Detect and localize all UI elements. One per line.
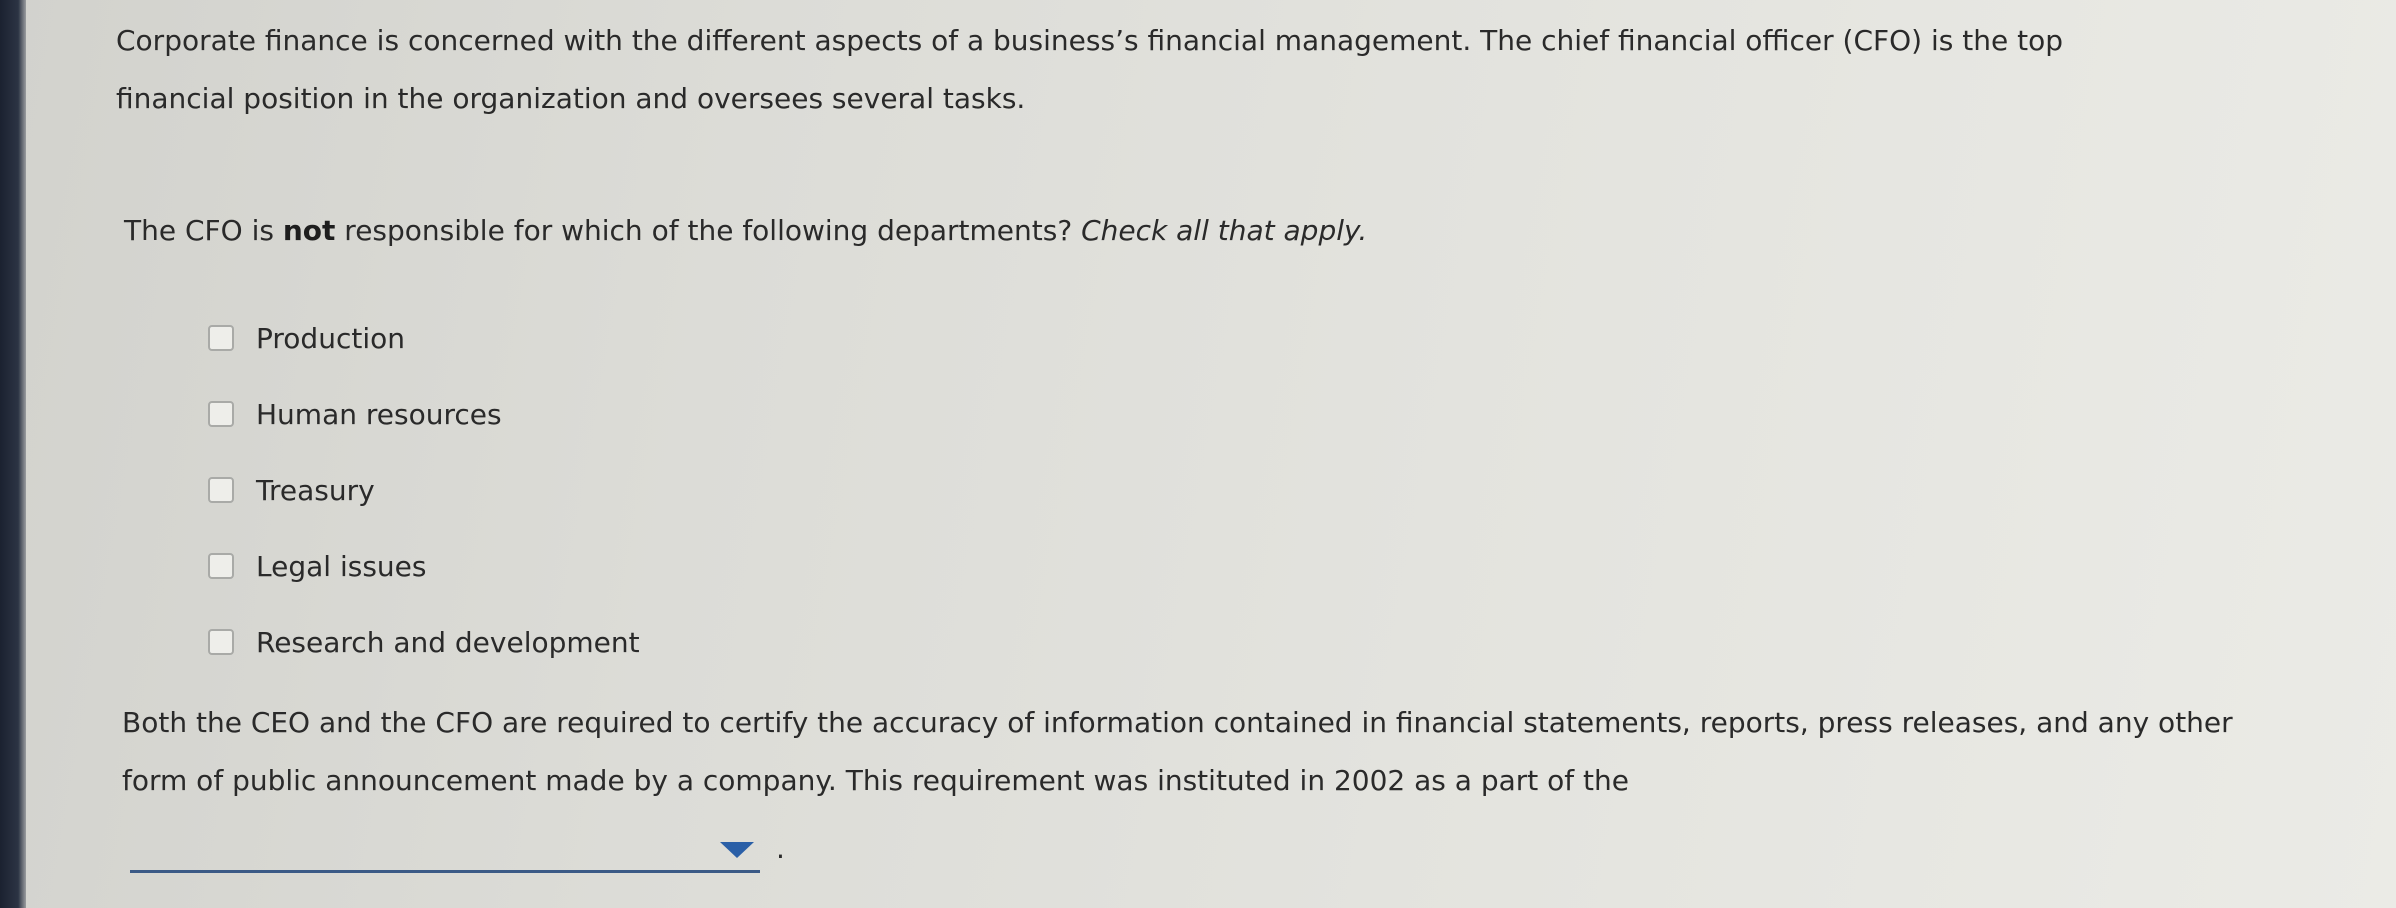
option-production-checkbox[interactable] [208,325,234,351]
answer-options [208,300,908,680]
question-prompt [124,202,2184,260]
option-treasury-checkbox[interactable] [208,477,234,503]
option-treasury[interactable] [208,452,908,528]
act-dropdown[interactable] [130,830,760,873]
chevron-down-icon[interactable] [720,842,754,858]
screen-left-edge [0,0,26,908]
option-legal-issues-checkbox[interactable] [208,553,234,579]
intro-paragraph: Corporate finance is concerned with the different aspects of a business’s financial management. The chief financial officer (CFO) is the top financial position in the organization and oversees several tasks. [116,24,2063,115]
option-human-resources-label[interactable]: Human resources [256,397,502,431]
question-content [116,0,2296,908]
question-middle: responsible for which of the following departments? [335,214,1082,247]
option-research-and-development-checkbox[interactable] [208,629,234,655]
question-prefix: The CFO is [124,214,283,247]
option-legal-issues[interactable] [208,528,908,604]
question-emphasis: not [282,214,336,247]
option-legal-issues-label[interactable]: Legal issues [256,549,427,583]
question-instruction: Check all that apply. [1081,214,1368,247]
option-research-and-development[interactable] [208,604,908,680]
sentence-period: . [776,832,785,865]
option-human-resources-checkbox[interactable] [208,401,234,427]
option-production[interactable] [208,300,908,376]
option-production-label[interactable]: Production [256,321,405,355]
option-human-resources[interactable] [208,376,908,452]
certification-paragraph: Both the CEO and the CFO are required to certify the accuracy of information contained in financial statements, reports, press releases, and any other form of public announcement made by a company. This requirement was instituted in 2002 as a part of the [122,706,2233,797]
option-treasury-label[interactable]: Treasury [256,473,375,507]
option-research-and-development-label[interactable]: Research and development [256,625,640,659]
